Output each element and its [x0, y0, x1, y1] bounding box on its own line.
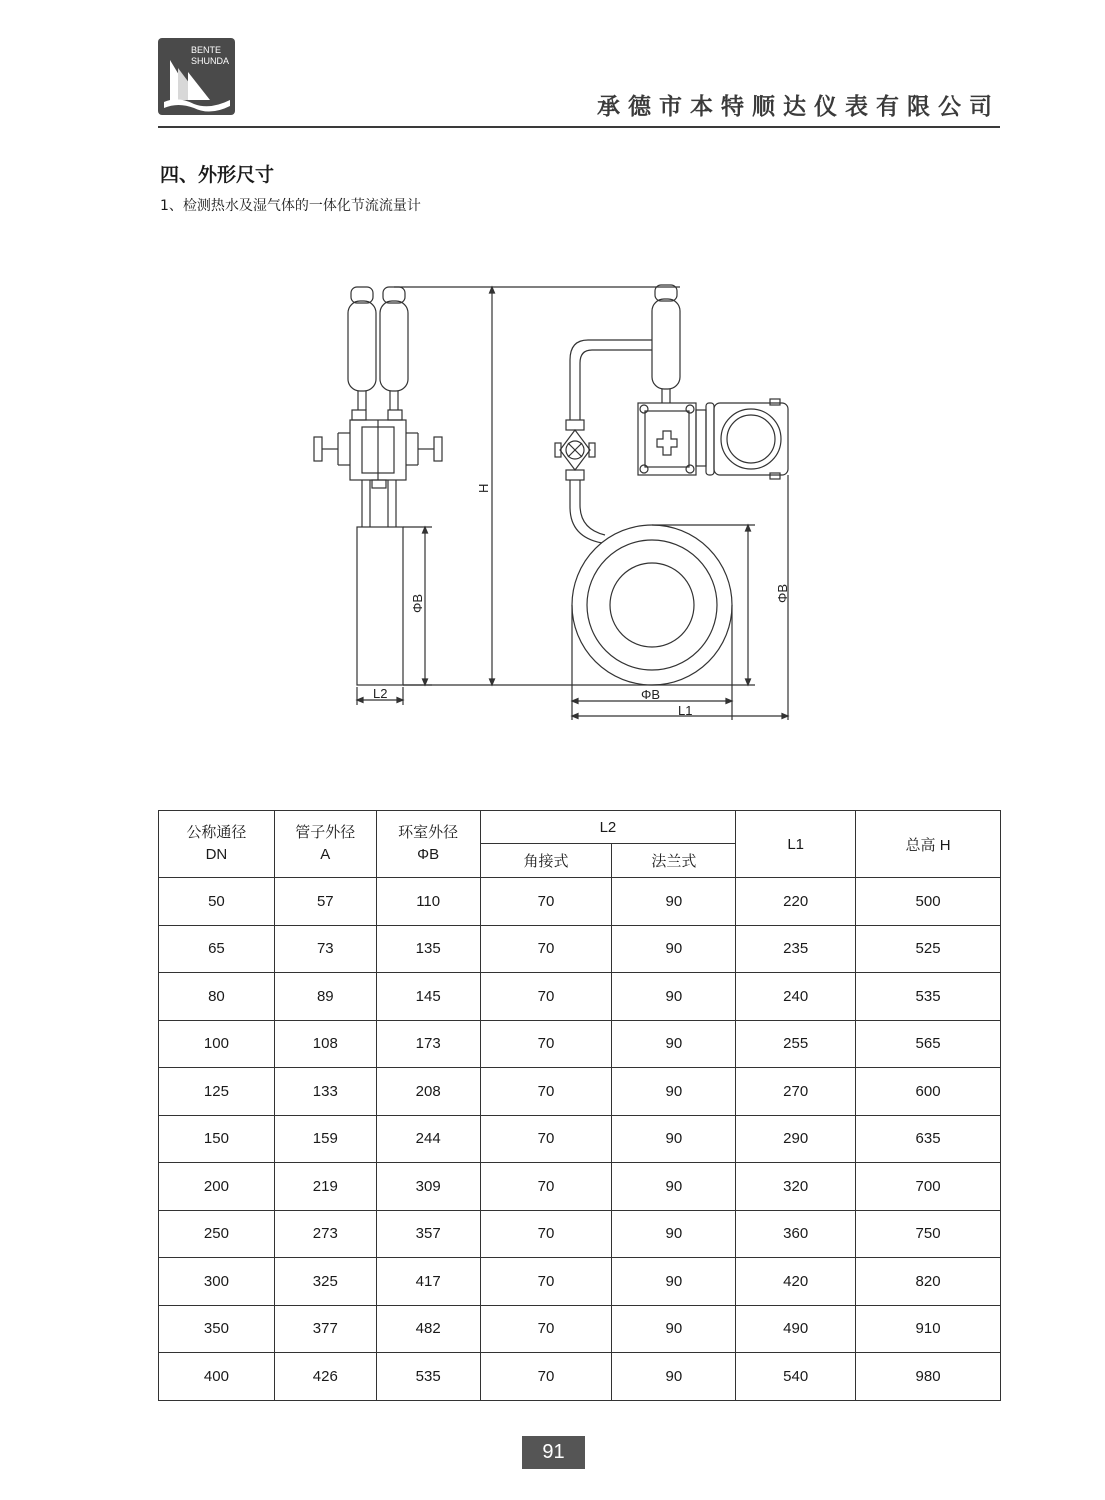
table-cell: 125 [159, 1068, 275, 1116]
table-cell: 73 [274, 925, 376, 973]
table-cell: 90 [612, 1115, 736, 1163]
table-cell: 90 [612, 973, 736, 1021]
table-cell: 377 [274, 1305, 376, 1353]
table-cell: 70 [480, 973, 612, 1021]
table-cell: 159 [274, 1115, 376, 1163]
header-phib: 环室外径 ΦB [376, 811, 480, 878]
table-cell: 750 [856, 1210, 1001, 1258]
right-phib-label: ΦB [775, 583, 790, 603]
section-title: 四、外形尺寸 [160, 164, 275, 186]
table-cell: 700 [856, 1163, 1001, 1211]
table-cell: 350 [159, 1305, 275, 1353]
left-phib-label: ΦB [410, 593, 425, 613]
table-cell: 110 [376, 878, 480, 926]
sub-title: 1、检测热水及湿气体的一体化节流流量计 [160, 198, 421, 214]
company-name: 承德市本特顺达仪表有限公司 [597, 94, 1000, 120]
table-cell: 57 [274, 878, 376, 926]
table-cell: 90 [612, 1258, 736, 1306]
table-cell: 535 [376, 1353, 480, 1401]
table-cell: 50 [159, 878, 275, 926]
table-row [159, 878, 1001, 926]
table-cell: 600 [856, 1068, 1001, 1116]
table-cell: 426 [274, 1353, 376, 1401]
table-cell: 250 [159, 1210, 275, 1258]
ring-chamber-side [357, 527, 403, 685]
table-cell: 535 [856, 973, 1001, 1021]
table-cell: 70 [480, 878, 612, 926]
table-cell: 65 [159, 925, 275, 973]
table-cell: 90 [612, 1210, 736, 1258]
table-row [159, 973, 1001, 1021]
table-cell: 133 [274, 1068, 376, 1116]
table-cell: 70 [480, 1068, 612, 1116]
table-row [159, 1258, 1001, 1306]
table-cell: 540 [736, 1353, 856, 1401]
table-cell: 360 [736, 1210, 856, 1258]
table-cell: 173 [376, 1020, 480, 1068]
table-cell: 90 [612, 1163, 736, 1211]
table-cell: 108 [274, 1020, 376, 1068]
table-cell: 89 [274, 973, 376, 1021]
table-cell: 70 [480, 1163, 612, 1211]
table-cell: 208 [376, 1068, 480, 1116]
table-row [159, 1115, 1001, 1163]
company-logo [158, 38, 235, 115]
table-cell: 70 [480, 1115, 612, 1163]
table-cell: 270 [736, 1068, 856, 1116]
header-l2-angle: 角接式 [480, 844, 612, 878]
table-cell: 309 [376, 1163, 480, 1211]
page-number: 91 [522, 1436, 585, 1469]
table-cell: 525 [856, 925, 1001, 973]
header-dn: 公称通径 DN [159, 811, 275, 878]
header-h: 总高 H [856, 811, 1001, 878]
table-cell: 320 [736, 1163, 856, 1211]
table-row [159, 1353, 1001, 1401]
table-cell: 565 [856, 1020, 1001, 1068]
logo-text-line2: SHUNDA [191, 56, 230, 66]
table-cell: 70 [480, 1305, 612, 1353]
table-cell: 255 [736, 1020, 856, 1068]
bent-impulse-pipe [570, 340, 652, 543]
table-cell: 150 [159, 1115, 275, 1163]
logo-text-line1: BENTE [191, 45, 222, 55]
l1-label: L1 [678, 703, 693, 718]
table-cell: 500 [856, 878, 1001, 926]
table-cell: 70 [480, 1353, 612, 1401]
three-valve-manifold [314, 410, 442, 488]
header-a: 管子外径 A [274, 811, 376, 878]
table-cell: 90 [612, 1068, 736, 1116]
inline-valve [555, 420, 595, 480]
table-cell: 90 [612, 1020, 736, 1068]
table-cell: 300 [159, 1258, 275, 1306]
table-cell: 290 [736, 1115, 856, 1163]
table-cell: 100 [159, 1020, 275, 1068]
table-cell: 219 [274, 1163, 376, 1211]
header-divider [158, 126, 1000, 128]
table-row [159, 1163, 1001, 1211]
table-cell: 70 [480, 1258, 612, 1306]
table-row [159, 1068, 1001, 1116]
header-l1: L1 [736, 811, 856, 878]
right-condenser [652, 285, 680, 403]
table-cell: 482 [376, 1305, 480, 1353]
table-cell: 417 [376, 1258, 480, 1306]
table-cell: 635 [856, 1115, 1001, 1163]
table-cell: 200 [159, 1163, 275, 1211]
h-label: H [476, 483, 491, 493]
table-cell: 90 [612, 1353, 736, 1401]
left-impulse-tubes [362, 480, 396, 527]
table-cell: 490 [736, 1305, 856, 1353]
table-cell: 90 [612, 1305, 736, 1353]
dimension-drawing [300, 275, 810, 735]
table-row [159, 1305, 1001, 1353]
table-cell: 70 [480, 1210, 612, 1258]
table-cell: 145 [376, 973, 480, 1021]
dimension-table [158, 810, 1001, 1401]
table-cell: 820 [856, 1258, 1001, 1306]
table-cell: 240 [736, 973, 856, 1021]
table-cell: 70 [480, 925, 612, 973]
table-cell: 135 [376, 925, 480, 973]
table-cell: 244 [376, 1115, 480, 1163]
table-cell: 220 [736, 878, 856, 926]
table-row [159, 925, 1001, 973]
table-cell: 235 [736, 925, 856, 973]
table-cell: 420 [736, 1258, 856, 1306]
table-cell: 90 [612, 878, 736, 926]
left-condenser-pair [348, 287, 408, 410]
table-row [159, 1020, 1001, 1068]
table-row [159, 1210, 1001, 1258]
table-cell: 910 [856, 1305, 1001, 1353]
table-cell: 273 [274, 1210, 376, 1258]
right-phib-dimension [652, 475, 788, 720]
table-cell: 400 [159, 1353, 275, 1401]
header-l2-flange: 法兰式 [612, 844, 736, 878]
table-cell: 980 [856, 1353, 1001, 1401]
table-cell: 80 [159, 973, 275, 1021]
header-l2: L2 [480, 811, 736, 844]
table-cell: 357 [376, 1210, 480, 1258]
differential-pressure-transmitter [638, 399, 788, 479]
bottom-phib-label: ΦB [641, 687, 661, 702]
table-cell: 70 [480, 1020, 612, 1068]
l2-label: L2 [373, 686, 388, 701]
table-body [159, 878, 1001, 1401]
table-cell: 90 [612, 925, 736, 973]
table-cell: 325 [274, 1258, 376, 1306]
